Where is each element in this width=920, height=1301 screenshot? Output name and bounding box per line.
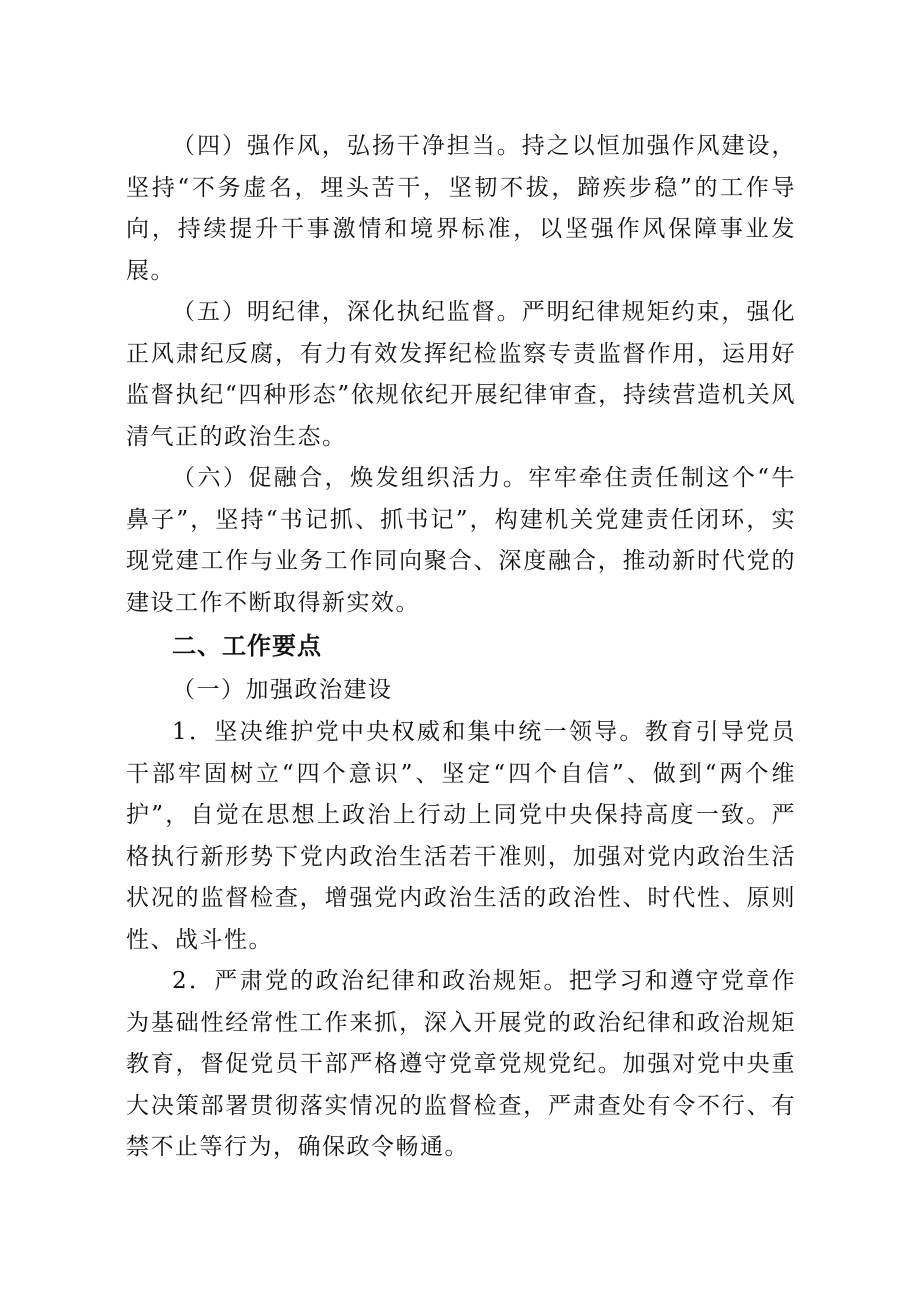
subsection-heading: （一）加强政治建设 xyxy=(172,677,393,703)
paragraph-discipline-five: （五）明纪律，深化执纪监督。严明纪律规矩约束，强化正风肃纪反腐，有力有效发挥纪检监察专责监督作用，运用好监督执纪“四种形态”依规依纪开展纪律审查，持续营造机关风清气正的政治生态。 xyxy=(126,299,796,450)
paragraph-style-four: （四）强作风，弘扬干净担当。持之以恒加强作风建设，坚持“不务虚名，埋头苦干，坚韧不拔，蹄疾步稳”的工作导向，持续提升干事激情和境界标准，以坚强作风保障事业发展。 xyxy=(126,133,796,284)
document-body xyxy=(126,126,796,1169)
section-heading: 二、工作要点 xyxy=(172,632,322,660)
paragraph-integration-six: （六）促融合，焕发组织活力。牢牢牵住责任制这个“牛鼻子”，坚持“书记抓、抓书记”，构建机关党建责任闭环，实现党建工作与业务工作同向聚合、深度融合，推动新时代党的建设工作不断取得新实效。 xyxy=(126,465,796,616)
paragraph-item-one: 1．坚决维护党中央权威和集中统一领导。教育引导党员干部牢固树立“四个意识”、坚定“四个自信”、做到“两个维护”，自觉在思想上政治上行动上同党中央保持高度一致。严格执行新形势下党内政治生活若干准则，加强对党内政治生活状况的监督检查，增强党内政治生活的政治性、时代性、原则性、战斗性。 xyxy=(126,719,796,953)
paragraph-item-two: 2．严肃党的政治纪律和政治规矩。把学习和遵守党章作为基础性经常性工作来抓，深入开展党的政治纪律和政治规矩教育，督促党员干部严格遵守党章党规党纪。加强对党中央重大决策部署贯彻落实情况的监督检查，严肃查处有令不行、有禁不止等行为，确保政令畅通。 xyxy=(126,968,796,1160)
